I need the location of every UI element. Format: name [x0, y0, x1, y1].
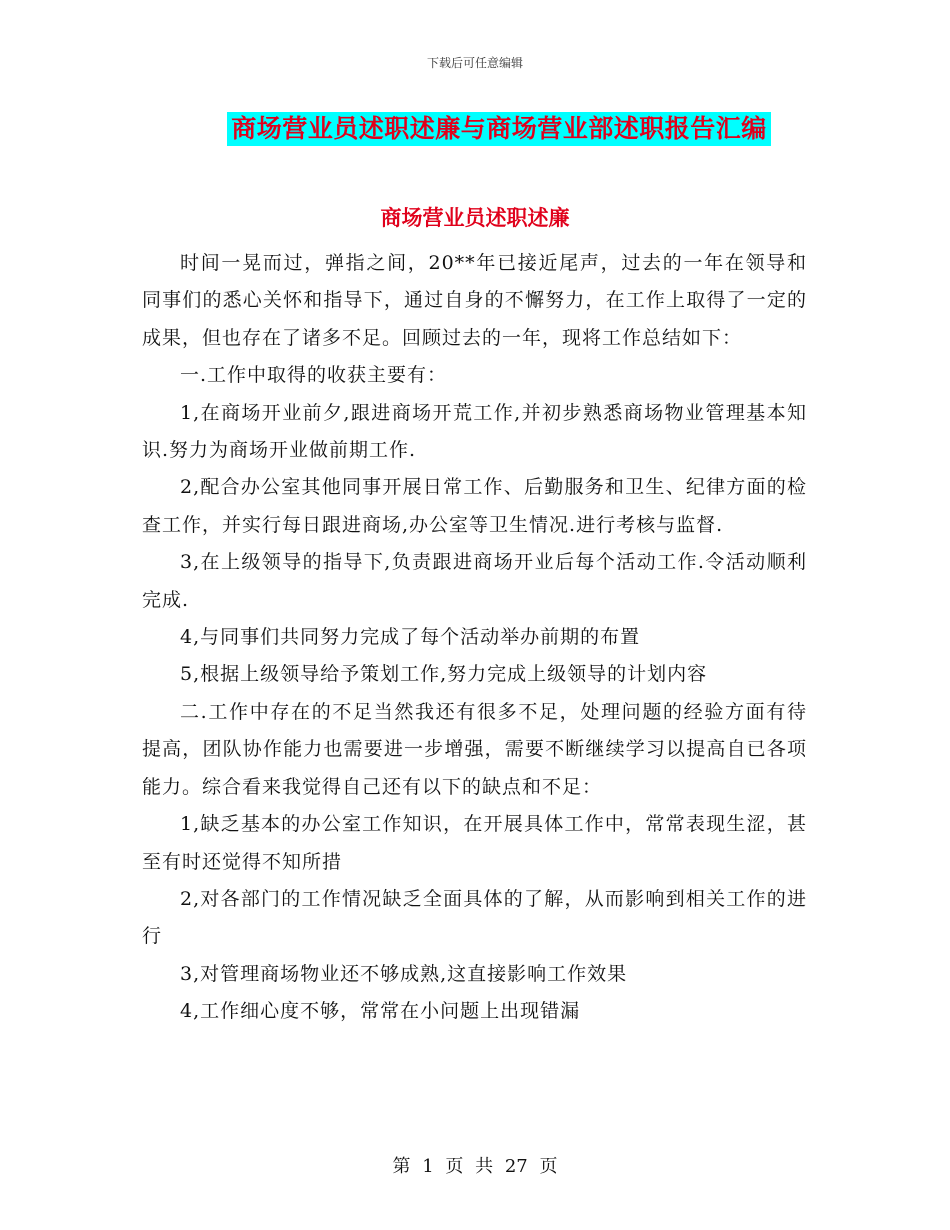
paragraph: 2,配合办公室其他同事开展日常工作、后勤服务和卫生、纪律方面的检查工作，并实行每日跟进商场,办公室等卫生情况.进行考核与监督.: [142, 476, 807, 536]
page-footer: 第 1 页 共 27 页: [392, 1156, 558, 1177]
document-title-container: [0, 112, 950, 146]
paragraph: 一.工作中取得的收获主要有：: [180, 364, 448, 387]
paragraph: 5,根据上级领导给予策划工作,努力完成上级领导的计划内容: [180, 663, 708, 686]
paragraph: 2,对各部门的工作情况缺乏全面具体的了解，从而影响到相关工作的进行: [142, 887, 807, 948]
header-note: 下载后可任意编辑: [426, 56, 523, 70]
section-title: 商场营业员述职述廉: [380, 206, 570, 230]
paragraph: 4,工作细心度不够，常常在小问题上出现错漏: [180, 1000, 581, 1023]
paragraph: 3,对管理商场物业还不够成熟,这直接影响工作效果: [180, 962, 628, 985]
paragraph: 时间一晃而过，弹指之间，20**年已接近尾声，过去的一年在领导和同事们的悉心关怀和指导下，通过自身的不懈努力，在工作上取得了一定的成果，但也存在了诸多不足。回顾过去的一年，现将工作总结如下：: [142, 252, 807, 349]
paragraph: 二.工作中存在的不足当然我还有很多不足，处理问题的经验方面有待提高，团队协作能力也需要进一步增强，需要不断继续学习以提高自已各项能力。综合看来我觉得自己还有以下的缺点和不足：: [142, 700, 807, 798]
paragraph: 1,在商场开业前夕,跟进商场开荒工作,并初步熟悉商场物业管理基本知识.努力为商场开业做前期工作.: [142, 401, 807, 462]
paragraph: 4,与同事们共同努力完成了每个活动举办前期的布置: [180, 626, 641, 649]
document-body: [142, 245, 807, 1031]
paragraph: 3,在上级领导的指导下,负责跟进商场开业后每个活动工作.令活动顺利完成.: [142, 551, 807, 611]
document-title: 商场营业员述职述廉与商场营业部述职报告汇编: [227, 112, 771, 146]
paragraph: 1,缺乏基本的办公室工作知识，在开展具体工作中，常常表现生涩，甚至有时还觉得不知所措: [142, 813, 807, 873]
